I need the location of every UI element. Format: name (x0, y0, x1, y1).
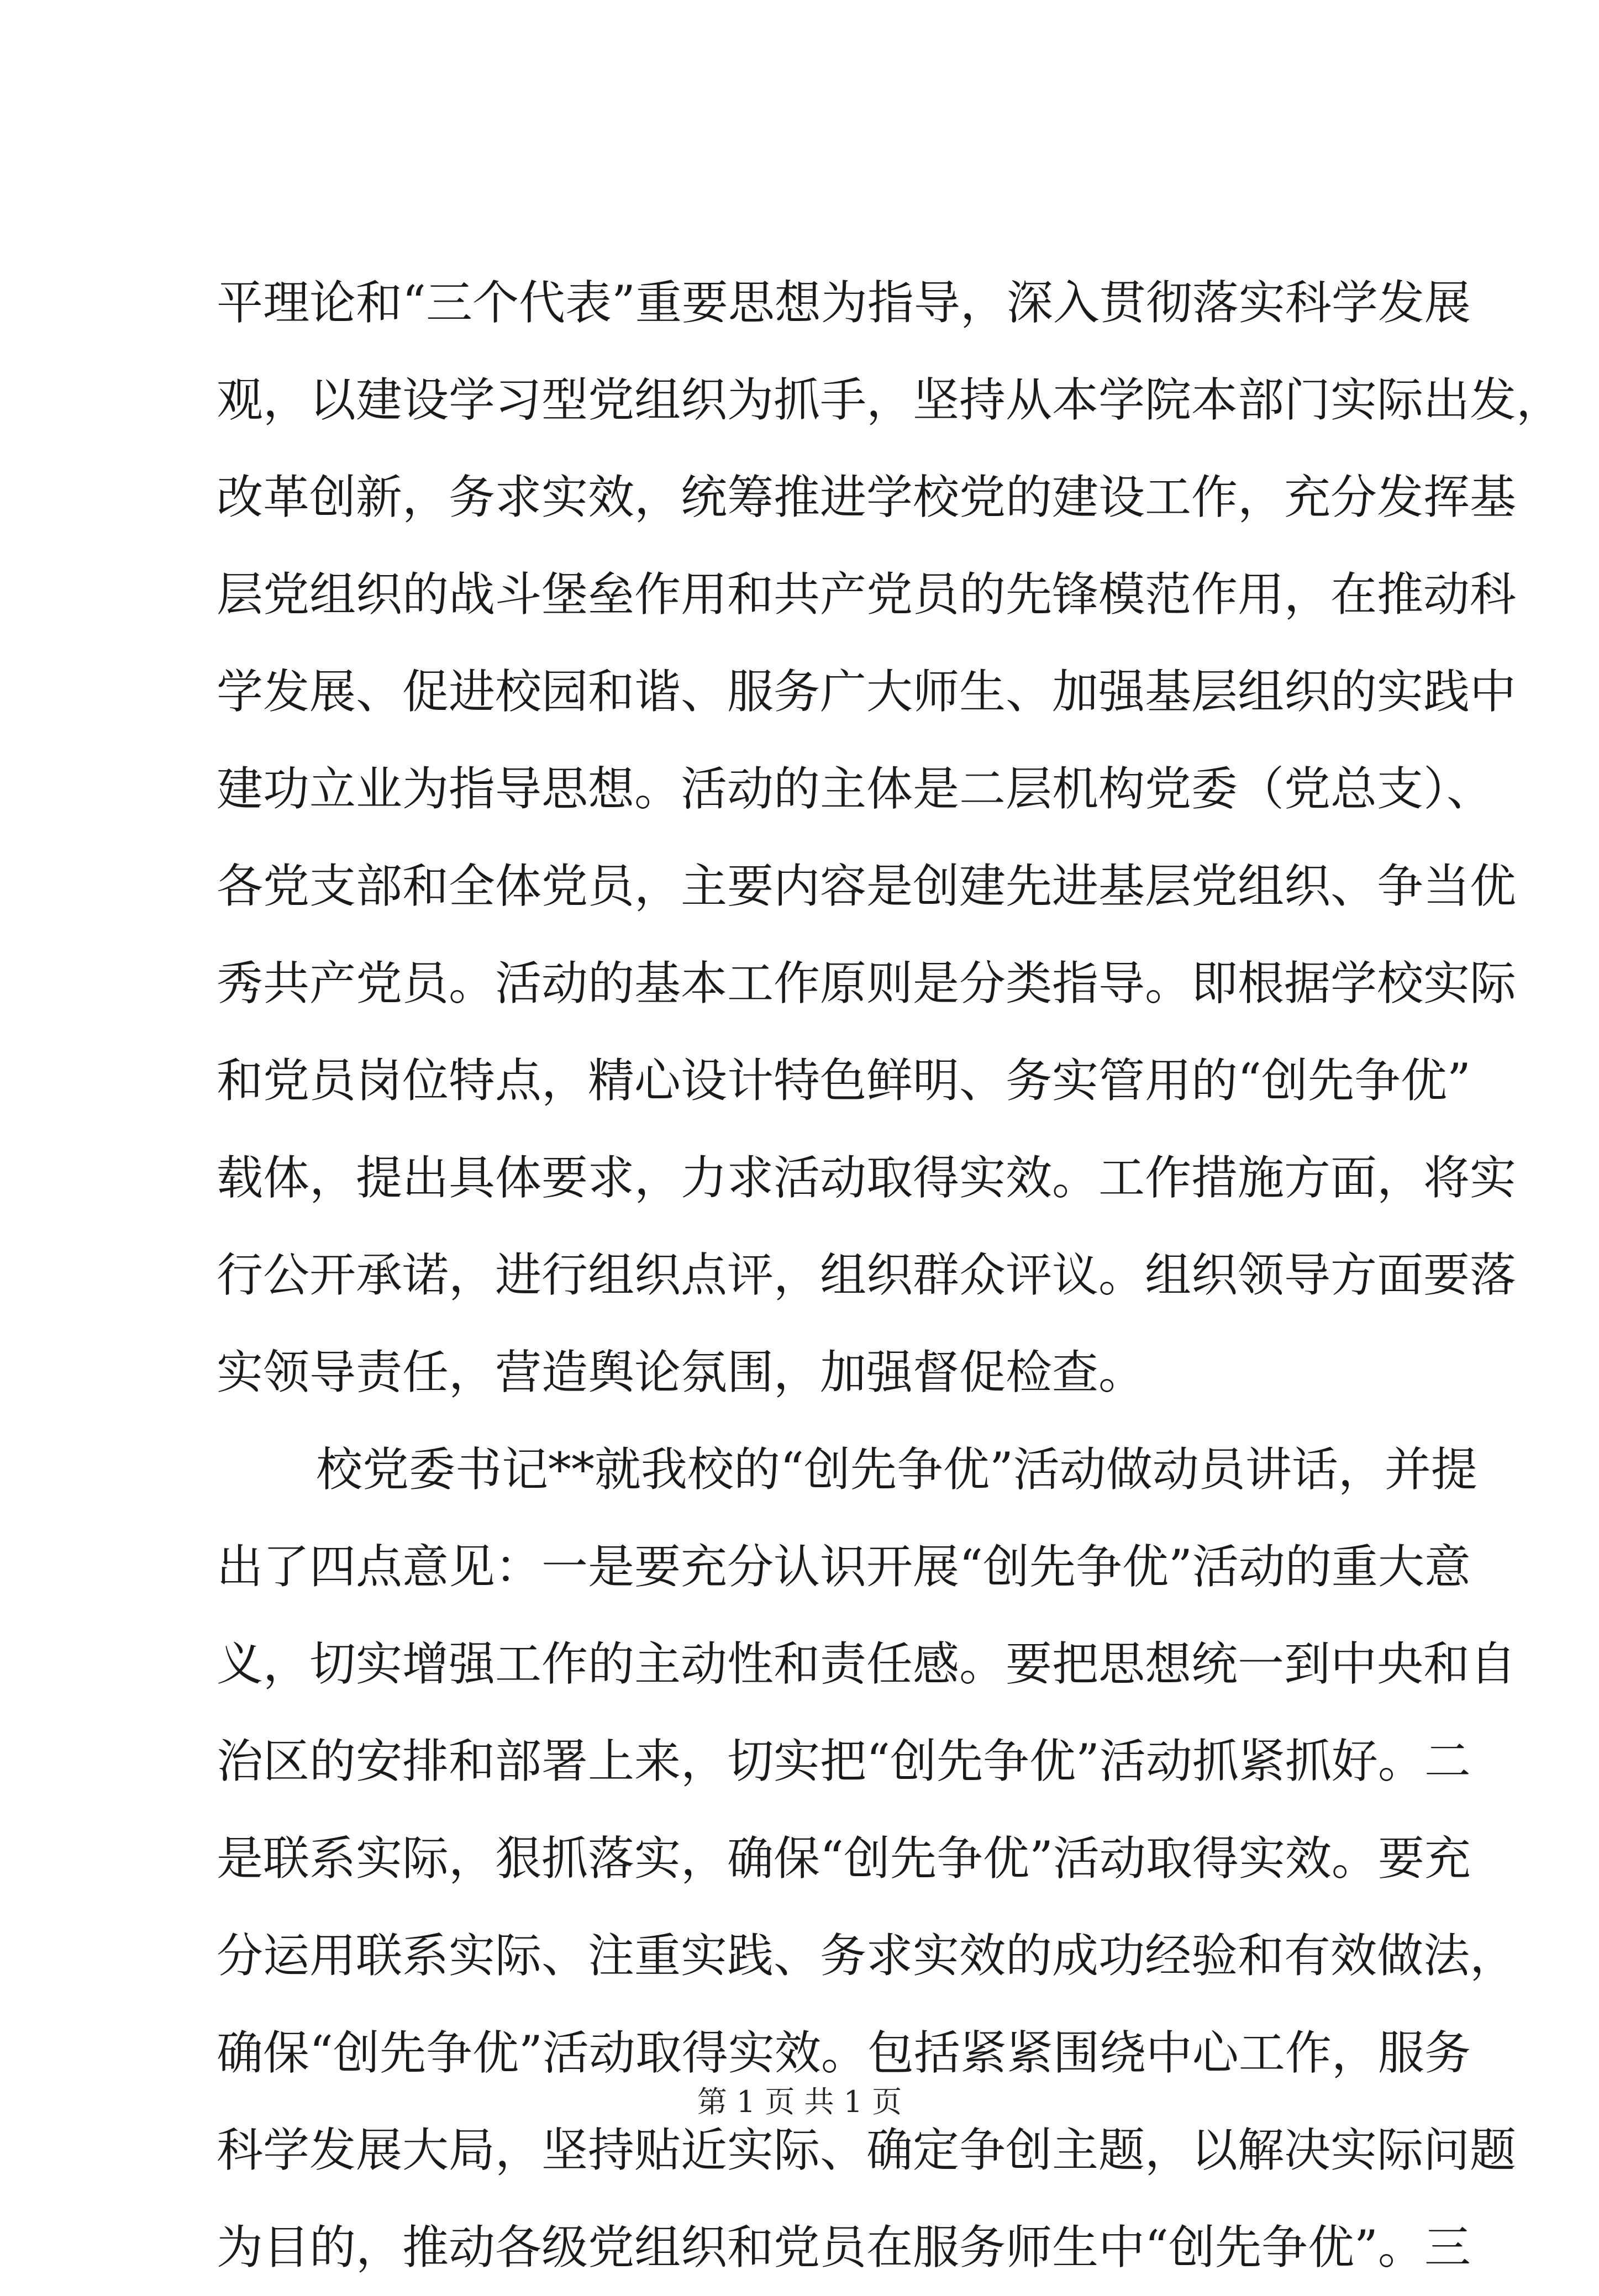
text-line: 秀共产党员。活动的基本工作原则是分类指导。即根据学校实际 (217, 956, 1517, 1010)
text-line: 实领导责任，营造舆论氛围，加强督促检查。 (217, 1345, 1145, 1399)
text-line: 是联系实际，狠抓落实，确保“创先争优”活动取得实效。要充 (217, 1831, 1471, 1886)
text-line: 义，切实增强工作的主动性和责任感。要把思想统一到中央和自 (217, 1637, 1517, 1691)
text-line: 行公开承诺，进行组织点评，组织群众评议。组织领导方面要落 (217, 1248, 1517, 1302)
text-line: 学发展、促进校园和谐、服务广大师生、加强基层组织的实践中 (217, 665, 1517, 719)
text-line: 层党组织的战斗堡垒作用和共产党员的先锋模范作用，在推动科 (217, 567, 1517, 622)
paragraph-1 (217, 254, 1563, 1421)
page-number-footer: 第 1 页 共 1 页 (697, 2084, 902, 2119)
text-line: 校党委书记**就我校的“创先争优”活动做动员讲话，并提 (316, 1442, 1477, 1497)
text-line: 观，以建设学习型党组织为抓手，坚持从本学院本部门实际出发， (217, 373, 1563, 427)
text-line: 平理论和“三个代表”重要思想为指导，深入贯彻落实科学发展 (217, 276, 1471, 330)
text-line: 为目的，推动各级党组织和党员在服务师生中“创先争优”。三 (217, 2220, 1471, 2274)
text-line: 出了四点意见：一是要充分认识开展“创先争优”活动的重大意 (217, 1540, 1471, 1594)
document-body (217, 254, 1563, 2296)
paragraph-2 (217, 1421, 1517, 2296)
text-line: 改革创新，务求实效，统筹推进学校党的建设工作，充分发挥基 (217, 470, 1517, 524)
text-line: 分运用联系实际、注重实践、务求实效的成功经验和有效做法， (217, 1929, 1517, 1983)
text-line: 治区的安排和部署上来，切实把“创先争优”活动抓紧抓好。二 (217, 1734, 1471, 1788)
text-line: 确保“创先争优”活动取得实效。包括紧紧围绕中心工作，服务 (217, 2026, 1471, 2080)
text-line: 载体，提出具体要求，力求活动取得实效。工作措施方面，将实 (217, 1151, 1517, 1205)
text-line: 各党支部和全体党员，主要内容是创建先进基层党组织、争当优 (217, 859, 1517, 913)
text-line: 建功立业为指导思想。活动的主体是二层机构党委（党总支）、 (217, 762, 1493, 816)
text-line: 科学发展大局，坚持贴近实际、确定争创主题，以解决实际问题 (217, 2123, 1517, 2177)
text-line: 和党员岗位特点，精心设计特色鲜明、务实管用的“创先争优” (217, 1054, 1471, 1108)
